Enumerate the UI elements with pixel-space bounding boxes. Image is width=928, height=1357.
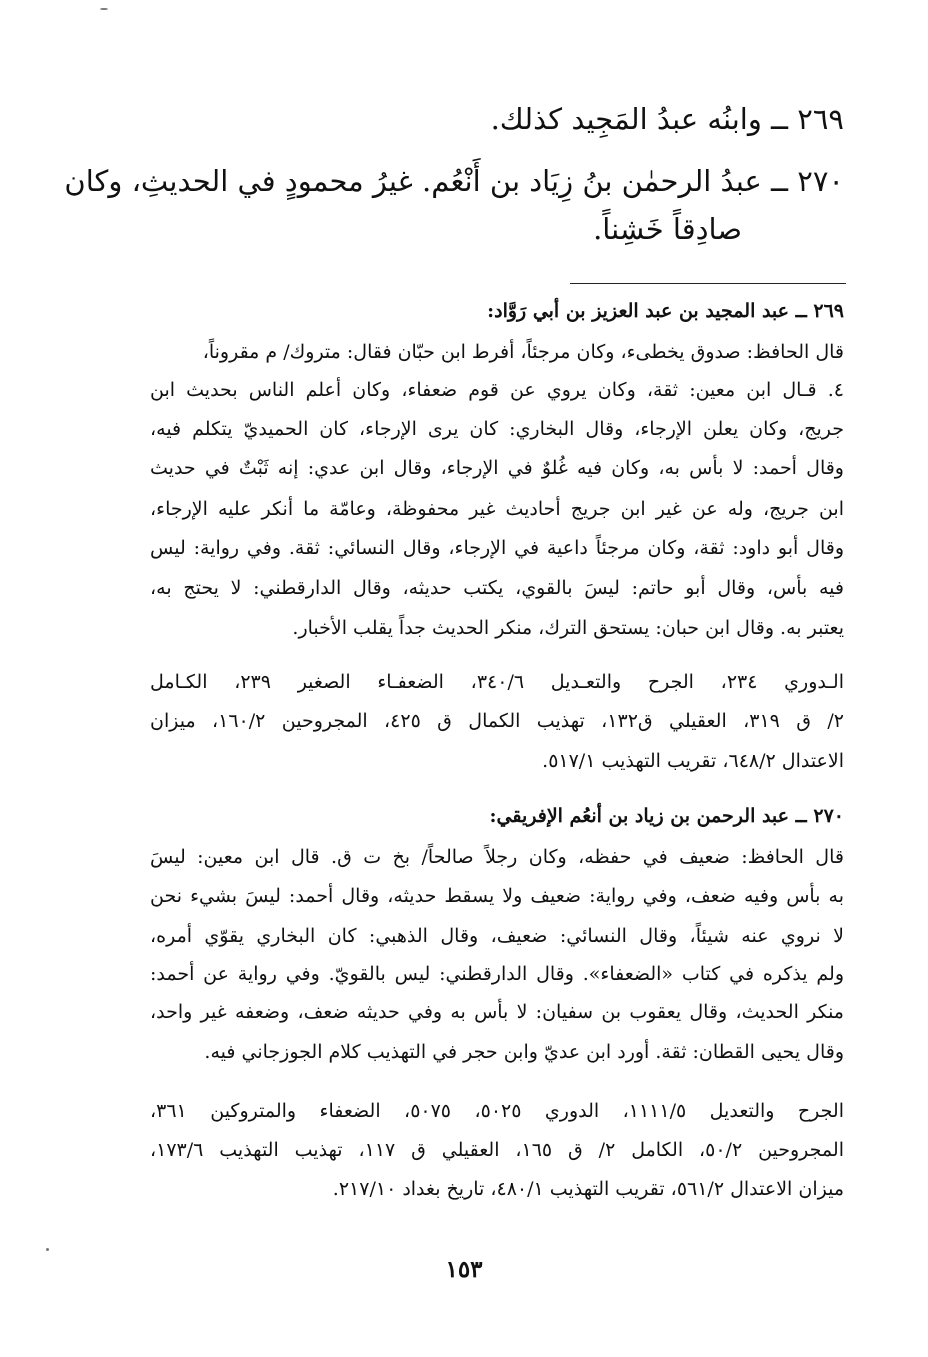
footnote-269-line: يعتبر به. وقال ابن حبان: يستحق الترك، منكر الحديث جداً يقلب الأخبار. bbox=[292, 617, 844, 639]
footnote-269-refs: الـدوري ٢٣٤، الجرح والتعـديل ٣٤٠/٦، الضعفـاء الصغير ٢٣٩، الكـامل bbox=[150, 671, 844, 693]
main-entry-270-line1: ٢٧٠ ــ عبدُ الرحمٰن بنُ زِيَاد بن أَنْعُم. غيرُ محمودٍ في الحديثِ، وكان bbox=[64, 164, 844, 198]
footnote-269-line: ابن جريج، وله عن غير ابن جريج أحاديث غير محفوظة، وعامّة ما أنكر عليه الإرجاء، bbox=[150, 498, 844, 520]
footnote-270-line: وقال يحيى القطان: ثقة. أورد ابن عديّ وابن حجر في التهذيب كلام الجوزجاني فيه. bbox=[204, 1041, 844, 1063]
footnote-heading-270: ٢٧٠ ــ عبد الرحمن بن زياد بن أنعُم الإفريقي: bbox=[489, 805, 844, 827]
footnote-270-line: قال الحافظ: ضعيف في حفظه، وكان رجلاً صالحاً/ بخ ت ق. قال ابن معين: ليسَ bbox=[150, 846, 844, 868]
footnote-269-line: جريج، وكان يعلن الإرجاء، وقال البخاري: كان يرى الإرجاء، كان الحميديّ يتكلم فيه، bbox=[150, 418, 844, 440]
footnote-270-line: منكر الحديث، وقال يعقوب بن سفيان: لا بأس به وفي حديثه ضعف، وضعفه غير واحد، bbox=[150, 1001, 844, 1023]
footnote-269-line: وقال أبو داود: ثقة، وكان مرجئاً داعية في الإرجاء، وقال النسائي: ثقة. وفي رواية: ليس bbox=[150, 537, 844, 559]
main-entry-269: ٢٦٩ ــ وابنُه عبدُ المَجِيد كذلك. bbox=[490, 102, 844, 136]
footnote-269-line: ٤. قـال ابن معين: ثقة، وكان يروي عن قوم ضعفاء، وكان أعلم الناس بحديث ابن bbox=[150, 379, 844, 401]
scan-speck bbox=[100, 8, 108, 10]
footnote-270-refs: الجرح والتعديل ١١١١/٥، الدوري ٥٠٢٥، ٥٠٧٥، الضعفاء والمتروكين ٣٦١، bbox=[150, 1100, 844, 1122]
footnote-270-refs: المجروحين ٥٠/٢، الكامل ٢/ ق ١٦٥، العقيلي ق ١١٧، تهذيب التهذيب ١٧٣/٦، bbox=[150, 1139, 844, 1161]
footnote-270-line: به بأس وفيه ضعف، وفي رواية: ضعيف ولا يسقط حديثه، وقال أحمد: ليسَ بشيء نحن bbox=[150, 885, 844, 907]
footnote-270-refs: ميزان الاعتدال ٥٦١/٢، تقريب التهذيب ٤٨٠/١، تاريخ بغداد ٢١٧/١٠. bbox=[332, 1178, 844, 1200]
footnote-269-line: وقال أحمد: لا بأس به، وكان فيه غُلوٌ في الإرجاء، وقال ابن عدي: إنه ثَبْتٌ في حديث bbox=[150, 457, 844, 479]
footnote-269-refs: الاعتدال ٦٤٨/٢، تقريب التهذيب ٥١٧/١. bbox=[542, 750, 844, 772]
page-number: ١٥٣ bbox=[445, 1256, 483, 1283]
footnote-270-line: ولم يذكره في كتاب «الضعفاء». وقال الدارقطني: ليس بالقويّ. وفي رواية عن أحمد: bbox=[150, 963, 844, 985]
footnote-269-line: فيه بأس، وقال أبو حاتم: ليسَ بالقوي، يكتب حديثه، وقال الدارقطني: لا يحتج به، bbox=[150, 577, 844, 599]
footnote-heading-269: ٢٦٩ ــ عبد المجيد بن عبد العزيز بن أبي رَوَّاد: bbox=[487, 300, 844, 322]
footnote-269-line: قال الحافظ: صدوق يخطىء، وكان مرجئاً، أفرط ابن حبّان فقال: متروك/ م مقروناً، bbox=[202, 341, 844, 363]
scan-speck bbox=[46, 1248, 49, 1251]
footnote-270-line: لا نروي عنه شيئاً، وقال النسائي: ضعيف، وقال الذهبي: كان البخاري يقوّي أمره، bbox=[150, 925, 844, 947]
footnote-269-refs: ٢/ ق ٣١٩، العقيلي ق١٣٢، تهذيب الكمال ق ٤٢٥، المجروحين ١٦٠/٢، ميزان bbox=[150, 710, 844, 732]
main-entry-270-line2: صادِقاً خَشِناً. bbox=[593, 212, 742, 246]
footnote-separator bbox=[570, 283, 846, 284]
